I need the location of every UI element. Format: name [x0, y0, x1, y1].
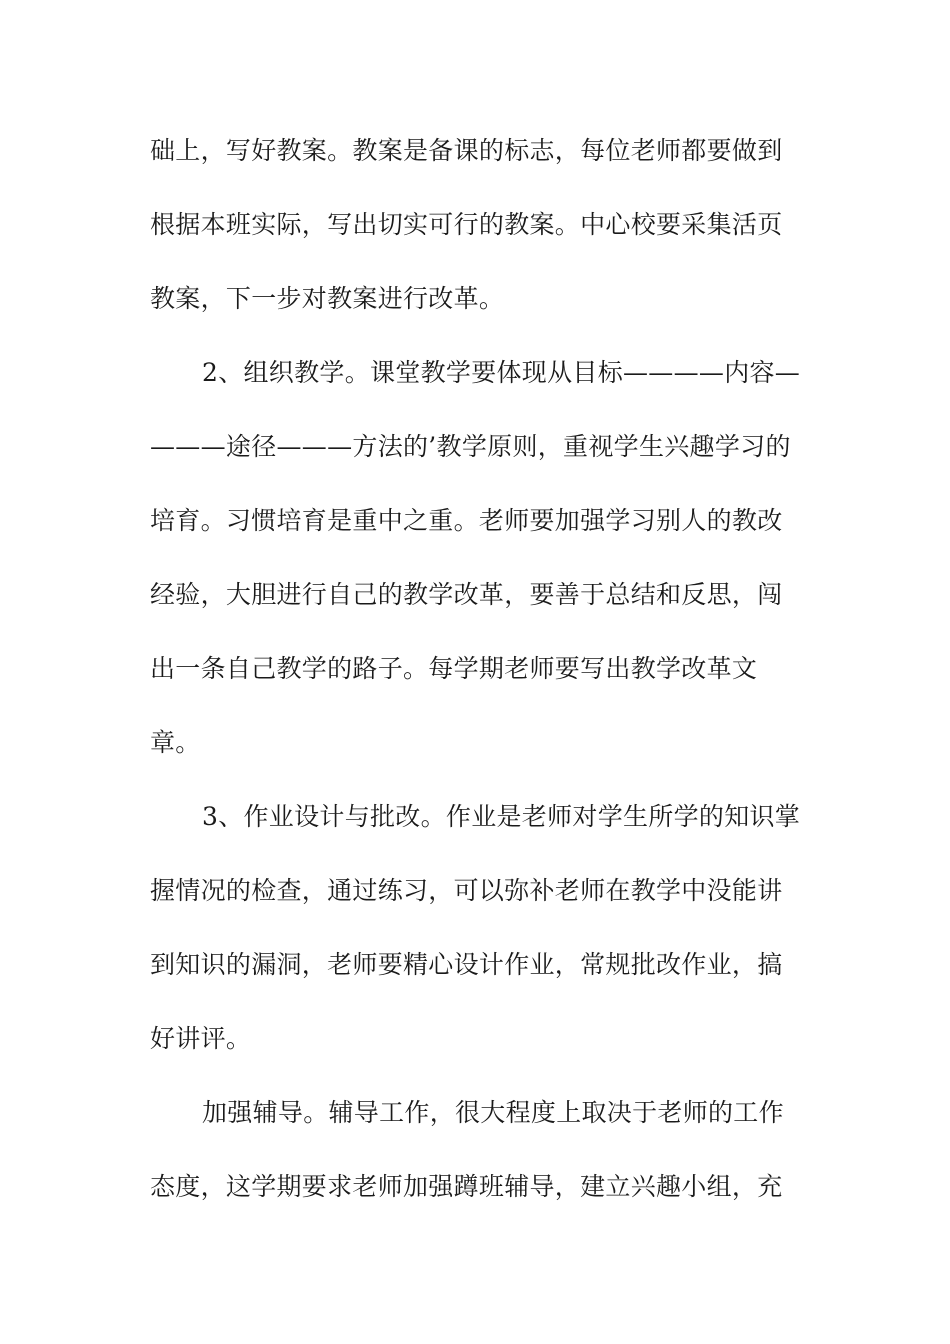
- text-line: 出一条自己教学的路子。每学期老师要写出教学改革文: [150, 654, 758, 683]
- text-line: 好讲评。: [150, 1024, 252, 1053]
- paragraph-start-line: 加强辅导。辅导工作，很大程度上取决于老师的工作: [202, 1098, 784, 1127]
- text-line: 章。: [150, 728, 201, 757]
- text-line: ———途径———方法的’教学原则，重视学生兴趣学习的: [150, 432, 791, 461]
- text-line: 根据本班实际，写出切实可行的教案。中心校要采集活页: [150, 210, 783, 239]
- text-line: 经验，大胆进行自己的教学改革，要善于总结和反思，闯: [150, 580, 783, 609]
- text-line: 础上，写好教案。教案是备课的标志，每位老师都要做到: [150, 136, 783, 165]
- paragraph-start-line: 2、组织教学。课堂教学要体现从目标————内容—: [202, 358, 801, 387]
- text-line: 态度，这学期要求老师加强蹲班辅导，建立兴趣小组，充: [150, 1172, 783, 1201]
- text-line: 教案，下一步对教案进行改革。: [150, 284, 505, 313]
- paragraph-start-line: 3、作业设计与批改。作业是老师对学生所学的知识掌: [202, 802, 801, 831]
- text-line: 握情况的检查，通过练习，可以弥补老师在教学中没能讲: [150, 876, 783, 905]
- text-line: 培育。习惯培育是重中之重。老师要加强学习别人的教改: [150, 506, 783, 535]
- text-line: 到知识的漏洞，老师要精心设计作业，常规批改作业，搞: [150, 950, 783, 979]
